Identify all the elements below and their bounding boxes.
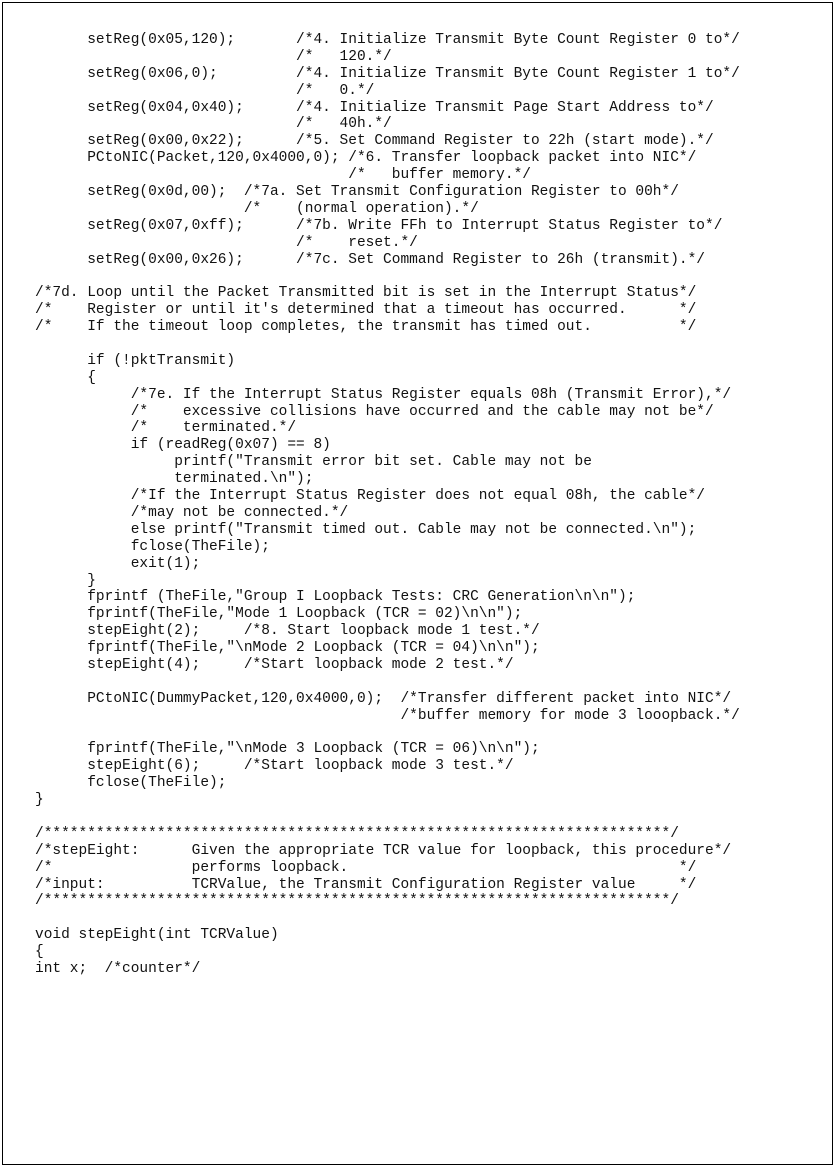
- code-line: }: [35, 792, 44, 809]
- code-line: }: [35, 572, 96, 589]
- code-line: setReg(0x04,0x40); /*4. Initialize Transmit Page Start Address to*/: [35, 99, 714, 116]
- code-line: /************************************************************************/: [35, 825, 679, 842]
- code-line: else printf("Transmit timed out. Cable may not be connected.\n");: [35, 521, 697, 538]
- code-listing: [35, 32, 740, 978]
- code-line: fprintf(TheFile,"\nMode 3 Loopback (TCR = 06)\n\n");: [35, 741, 540, 758]
- code-line: {: [35, 944, 44, 961]
- code-line: exit(1);: [35, 555, 201, 572]
- code-line: printf("Transmit error bit set. Cable may not be: [35, 454, 592, 471]
- code-line: {: [35, 369, 96, 386]
- code-line: /*input: TCRValue, the Transmit Configuration Register value */: [35, 876, 697, 893]
- code-line: setReg(0x00,0x22); /*5. Set Command Register to 22h (start mode).*/: [35, 133, 714, 150]
- code-line: /************************************************************************/: [35, 893, 679, 910]
- code-line: if (!pktTransmit): [35, 352, 236, 369]
- code-line: /* terminated.*/: [35, 420, 297, 437]
- code-line: setReg(0x07,0xff); /*7b. Write FFh to Interrupt Status Register to*/: [35, 217, 723, 234]
- code-line: PCtoNIC(Packet,120,0x4000,0); /*6. Transfer loopback packet into NIC*/: [35, 150, 697, 167]
- code-line: /* 120.*/: [35, 48, 392, 65]
- blank-line: [35, 674, 740, 691]
- code-line: setReg(0x00,0x26); /*7c. Set Command Register to 26h (transmit).*/: [35, 251, 706, 268]
- code-line: stepEight(6); /*Start loopback mode 3 test.*/: [35, 758, 514, 775]
- code-line: /* 40h.*/: [35, 116, 392, 133]
- blank-line: [35, 910, 740, 927]
- code-line: int x; /*counter*/: [35, 960, 201, 977]
- code-line: /* reset.*/: [35, 234, 418, 251]
- code-line: /* performs loopback. */: [35, 859, 697, 876]
- code-line: stepEight(4); /*Start loopback mode 2 test.*/: [35, 656, 514, 673]
- code-line: /* buffer memory.*/: [35, 167, 531, 184]
- code-line: setReg(0x06,0); /*4. Initialize Transmit Byte Count Register 1 to*/: [35, 65, 740, 82]
- code-line: setReg(0x05,120); /*4. Initialize Transmit Byte Count Register 0 to*/: [35, 32, 740, 48]
- code-line: /*If the Interrupt Status Register does not equal 08h, the cable*/: [35, 488, 706, 505]
- code-line: void stepEight(int TCRValue): [35, 927, 279, 944]
- code-line: PCtoNIC(DummyPacket,120,0x4000,0); /*Transfer different packet into NIC*/: [35, 690, 732, 707]
- code-line: fprintf(TheFile,"\nMode 2 Loopback (TCR = 04)\n\n");: [35, 640, 540, 657]
- code-line: /*7e. If the Interrupt Status Register equals 08h (Transmit Error),*/: [35, 386, 732, 403]
- code-line: /*7d. Loop until the Packet Transmitted bit is set in the Interrupt Status*/: [35, 285, 697, 302]
- code-line: fclose(TheFile);: [35, 538, 270, 555]
- blank-line: [35, 725, 740, 742]
- code-line: /*may not be connected.*/: [35, 504, 349, 521]
- code-line: /* Register or until it's determined that a timeout has occurred. */: [35, 302, 697, 319]
- code-line: setReg(0x0d,00); /*7a. Set Transmit Configuration Register to 00h*/: [35, 184, 679, 201]
- code-line: fprintf (TheFile,"Group I Loopback Tests: CRC Generation\n\n");: [35, 589, 636, 606]
- blank-line: [35, 336, 740, 353]
- code-line: terminated.\n");: [35, 471, 314, 488]
- code-line: /*buffer memory for mode 3 looopback.*/: [35, 707, 740, 724]
- code-line: /* excessive collisions have occurred and the cable may not be*/: [35, 403, 714, 420]
- code-line: /*stepEight: Given the appropriate TCR value for loopback, this procedure*/: [35, 842, 732, 859]
- blank-line: [35, 268, 740, 285]
- code-line: /* If the timeout loop completes, the transmit has timed out. */: [35, 319, 697, 336]
- code-line: fclose(TheFile);: [35, 775, 227, 792]
- blank-line: [35, 809, 740, 826]
- code-line: /* 0.*/: [35, 82, 375, 99]
- code-line: fprintf(TheFile,"Mode 1 Loopback (TCR = 02)\n\n");: [35, 606, 523, 623]
- code-line: stepEight(2); /*8. Start loopback mode 1 test.*/: [35, 623, 540, 640]
- code-line: if (readReg(0x07) == 8): [35, 437, 331, 454]
- code-line: /* (normal operation).*/: [35, 200, 479, 217]
